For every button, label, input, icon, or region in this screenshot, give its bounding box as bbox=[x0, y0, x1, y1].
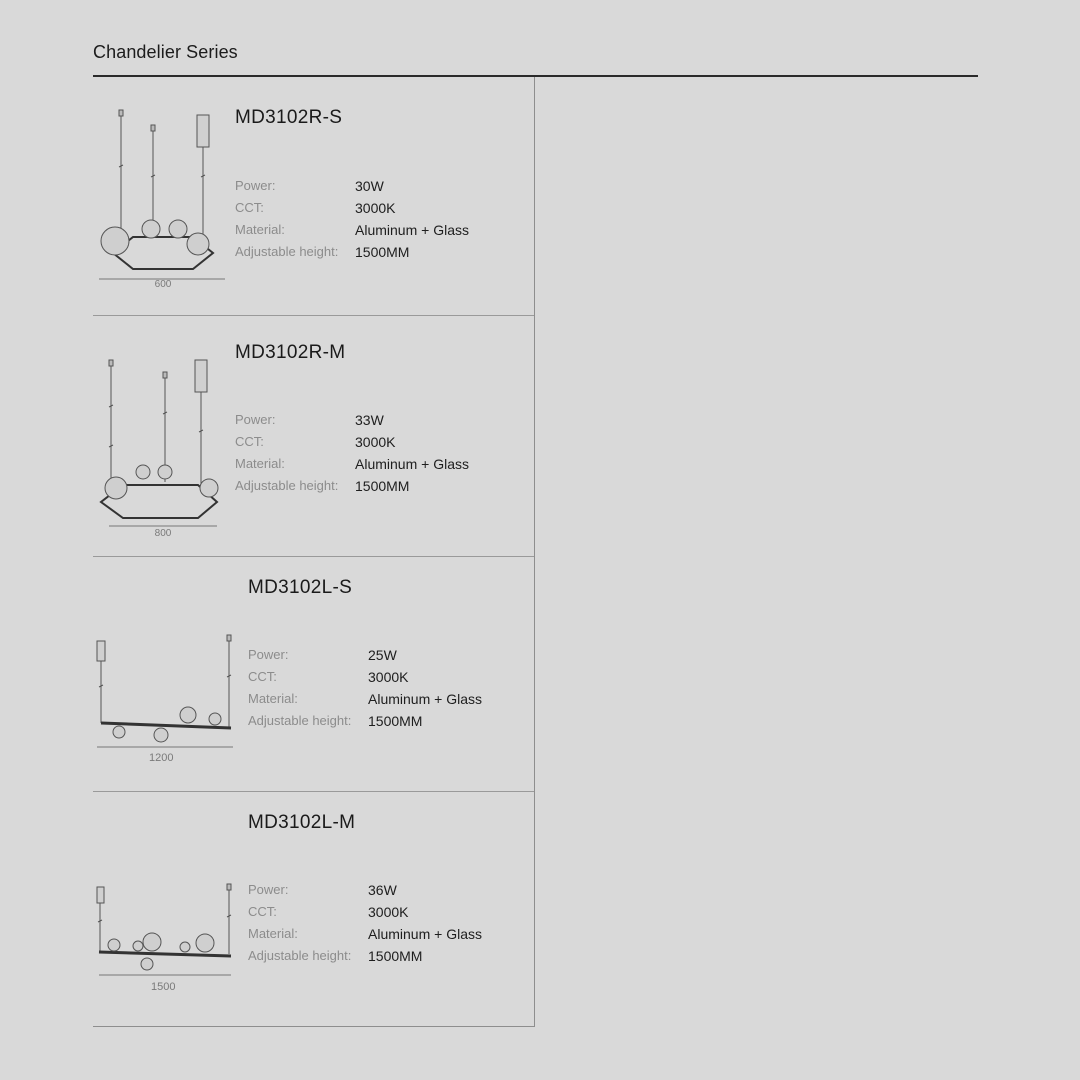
spec-value: Aluminum + Glass bbox=[368, 926, 482, 942]
spec-label: Power: bbox=[248, 882, 289, 897]
product-card bbox=[93, 316, 534, 557]
spec-value: 33W bbox=[355, 412, 384, 428]
spec-label: Power: bbox=[235, 178, 276, 193]
spec-value: 25W bbox=[368, 647, 397, 663]
spec-label: CCT: bbox=[235, 434, 264, 449]
linear-chandelier-drawing bbox=[93, 557, 238, 777]
spec-value: 1500MM bbox=[368, 713, 423, 729]
spec-label: Material: bbox=[235, 456, 285, 471]
spec-label: Power: bbox=[248, 647, 289, 662]
dimension-label: 600 bbox=[154, 279, 172, 290]
hexagon-chandelier-drawing bbox=[93, 107, 233, 327]
spec-label: Adjustable height: bbox=[248, 713, 352, 728]
spec-label: CCT: bbox=[235, 200, 264, 215]
spec-value: 3000K bbox=[368, 669, 409, 685]
product-card bbox=[93, 792, 534, 1026]
product-model: MD3102L-S bbox=[248, 577, 353, 598]
spec-label: Adjustable height: bbox=[235, 478, 339, 493]
product-card bbox=[93, 557, 534, 792]
spec-value: Aluminum + Glass bbox=[368, 691, 482, 707]
product-model: MD3102R-M bbox=[235, 342, 346, 363]
linear-chandelier-drawing bbox=[93, 792, 238, 1012]
dimension-label: 800 bbox=[154, 528, 172, 539]
spec-label: Adjustable height: bbox=[248, 948, 352, 963]
spec-value: 30W bbox=[355, 178, 384, 194]
spec-value: 3000K bbox=[368, 904, 409, 920]
product-model: MD3102R-S bbox=[235, 107, 343, 128]
spec-value: Aluminum + Glass bbox=[355, 456, 469, 472]
dimension-label: 1500 bbox=[151, 981, 176, 993]
spec-label: Material: bbox=[248, 926, 298, 941]
spec-value: 36W bbox=[368, 882, 397, 898]
hexagon-chandelier-drawing bbox=[93, 322, 233, 542]
spec-label: Material: bbox=[235, 222, 285, 237]
spec-value: 3000K bbox=[355, 200, 396, 216]
spec-value: Aluminum + Glass bbox=[355, 222, 469, 238]
page-title: Chandelier Series bbox=[93, 42, 238, 62]
spec-value: 3000K bbox=[355, 434, 396, 450]
spec-label: Material: bbox=[248, 691, 298, 706]
product-model: MD3102L-M bbox=[248, 812, 356, 833]
spec-label: CCT: bbox=[248, 904, 277, 919]
product-card bbox=[93, 77, 534, 316]
spec-value: 1500MM bbox=[368, 948, 423, 964]
dimension-label: 1200 bbox=[149, 752, 174, 764]
spec-label: Power: bbox=[235, 412, 276, 427]
spec-value: 1500MM bbox=[355, 244, 410, 260]
product-catalog bbox=[93, 77, 535, 1027]
spec-value: 1500MM bbox=[355, 478, 410, 494]
spec-label: Adjustable height: bbox=[235, 244, 339, 259]
spec-label: CCT: bbox=[248, 669, 277, 684]
